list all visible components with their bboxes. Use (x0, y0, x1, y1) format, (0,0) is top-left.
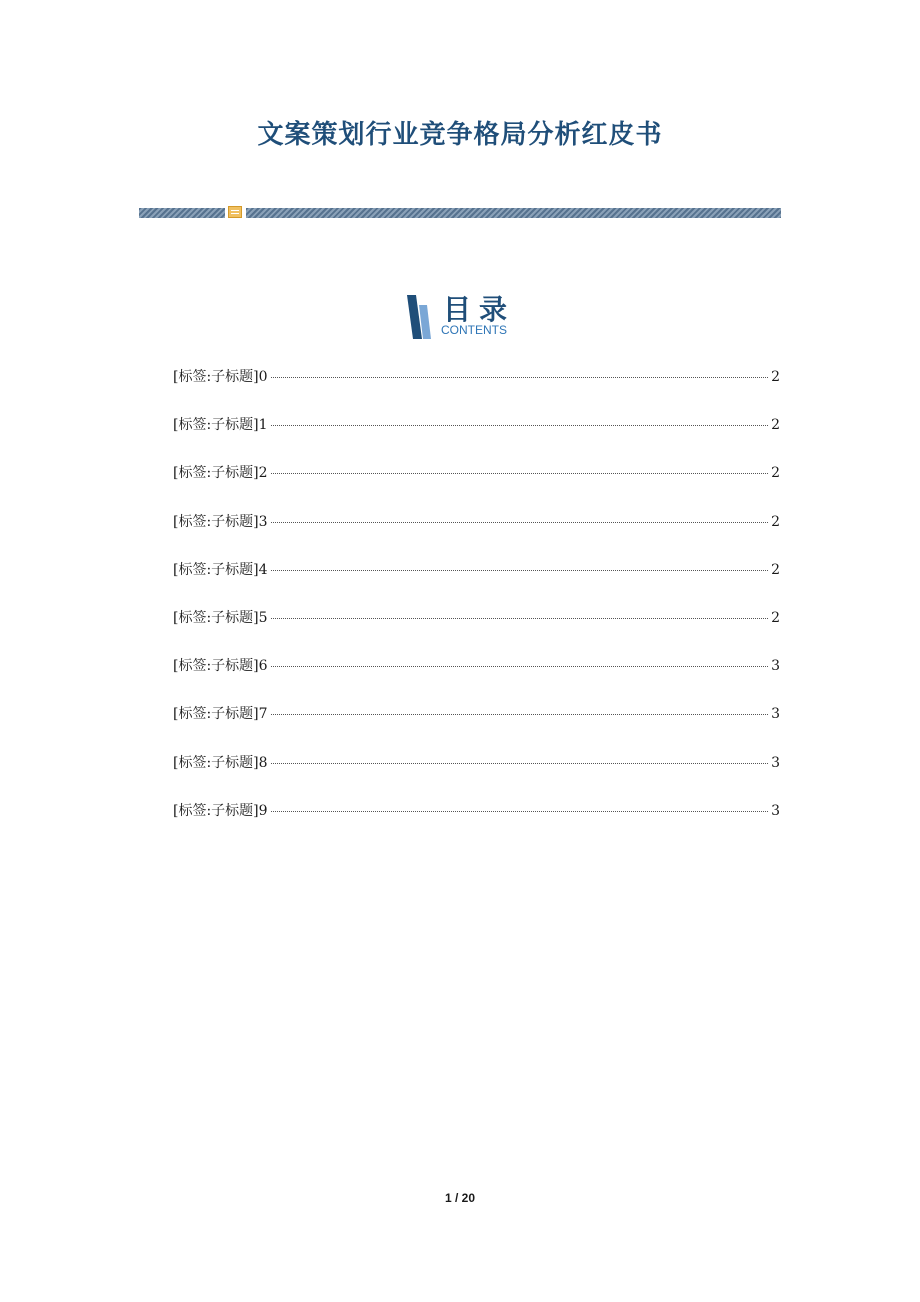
toc-entry-page: 2 (771, 609, 780, 626)
toc-entry-9[interactable] (173, 800, 780, 848)
toc-entry-label: [标签:子标题]8 (173, 754, 268, 771)
toc-entry-8[interactable] (173, 752, 780, 800)
toc-entry-2[interactable] (173, 462, 780, 510)
toc-entry-page: 2 (771, 465, 780, 482)
toc-dot-leader (271, 763, 769, 764)
toc-entry-5[interactable] (173, 607, 780, 655)
toc-header (407, 292, 517, 340)
toc-bookmark-icon (407, 295, 431, 339)
toc-dot-leader (271, 618, 769, 619)
toc-entry-4[interactable] (173, 559, 780, 607)
toc-entry-page: 3 (771, 658, 780, 675)
toc-subheading: CONTENTS (441, 323, 507, 337)
table-of-contents (173, 366, 780, 848)
toc-entry-label: [标签:子标题]2 (173, 465, 268, 482)
toc-entry-3[interactable] (173, 511, 780, 559)
toc-heading: 目录 (443, 293, 516, 326)
toc-entry-1[interactable] (173, 414, 780, 462)
toc-dot-leader (271, 666, 769, 667)
toc-entry-page: 3 (771, 802, 780, 819)
toc-entry-page: 2 (771, 417, 780, 434)
toc-entry-6[interactable] (173, 655, 780, 703)
toc-dot-leader (271, 811, 769, 812)
toc-entry-page: 2 (771, 513, 780, 530)
toc-entry-page: 3 (771, 754, 780, 771)
toc-entry-label: [标签:子标题]4 (173, 561, 268, 578)
toc-dot-leader (271, 473, 769, 474)
toc-dot-leader (271, 714, 769, 715)
toc-entry-label: [标签:子标题]3 (173, 513, 268, 530)
toc-entry-label: [标签:子标题]0 (173, 369, 268, 385)
toc-entry-label: [标签:子标题]6 (173, 658, 268, 675)
toc-entry-0[interactable] (173, 366, 780, 414)
toc-entry-label: [标签:子标题]1 (173, 417, 268, 434)
toc-dot-leader (271, 425, 769, 426)
document-title: 文案策划行业竞争格局分析红皮书 (257, 120, 663, 150)
title-divider-left (139, 208, 225, 218)
page-number: 1 / 20 (444, 1191, 476, 1205)
toc-entry-label: [标签:子标题]5 (173, 609, 268, 626)
toc-dot-leader (271, 377, 769, 378)
toc-entry-page: 2 (771, 369, 780, 385)
title-divider-right (246, 208, 781, 218)
toc-entry-page: 3 (771, 706, 780, 723)
toc-dot-leader (271, 570, 769, 571)
toc-entry-page: 2 (771, 561, 780, 578)
toc-entry-label: [标签:子标题]7 (173, 706, 268, 723)
divider-ornament-icon (228, 206, 242, 218)
toc-entry-7[interactable] (173, 703, 780, 751)
toc-dot-leader (271, 522, 769, 523)
toc-entry-label: [标签:子标题]9 (173, 802, 268, 819)
